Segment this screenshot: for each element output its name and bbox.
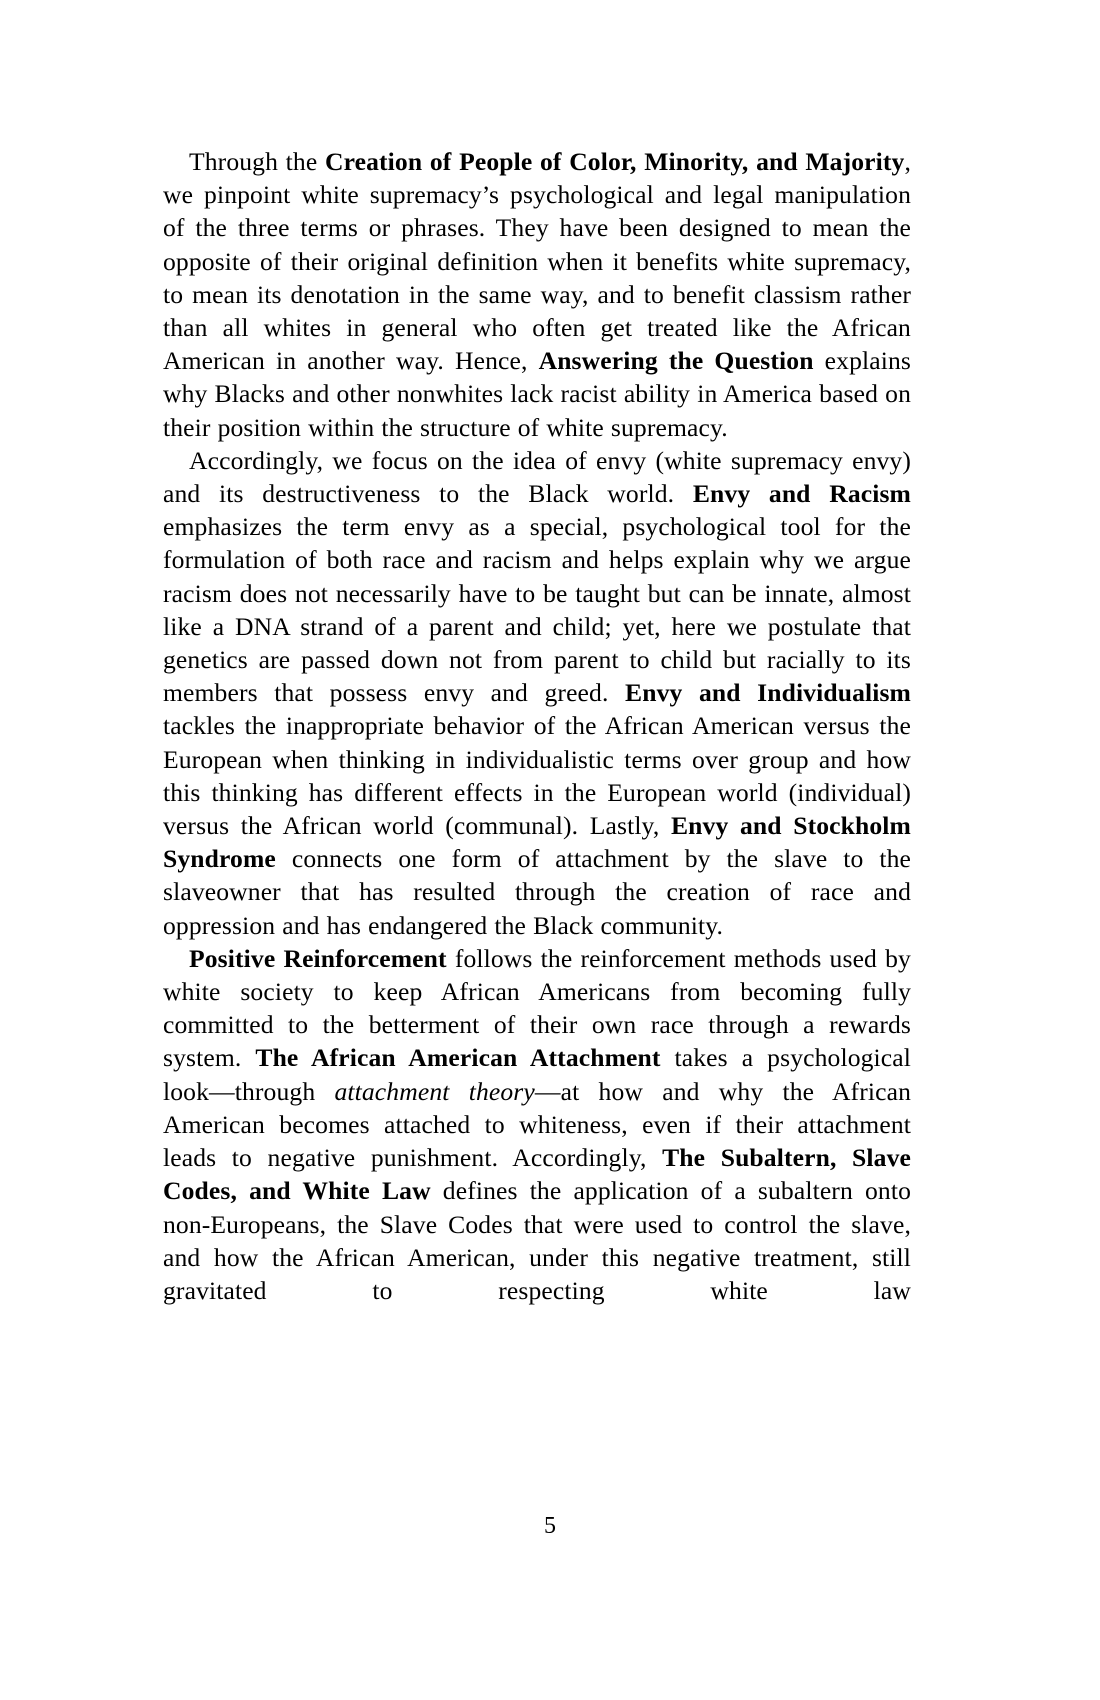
text-run: follows the reinforcement methods used by white society to keep African Americans from becoming fully committed to the betterment of their own race through a rewards system. <box>163 943 911 1073</box>
emphasis-bold: The African American Attachment <box>255 1043 661 1073</box>
emphasis-bold: Envy and Racism <box>692 479 912 509</box>
paragraph-3 <box>163 942 911 1307</box>
text-run: —at how and why the African American becomes attached to whiteness, even if their attachment leads to negative punishment. Accordingly, <box>163 1076 911 1173</box>
emphasis-bold: Answering the Question <box>538 346 814 376</box>
emphasis-bold: Creation of People of Color, Minority, and Majority <box>324 147 905 176</box>
text-run: takes a psychological look—through <box>163 1043 911 1106</box>
page-number: 5 <box>544 1513 556 1539</box>
body-text-block <box>163 145 911 1307</box>
emphasis-bold: The Subaltern, Slave Codes, and White Law <box>163 1143 911 1206</box>
text-run: Accordingly, we focus on the idea of envy (white supremacy envy) and its destructiveness to the Black world. <box>163 445 911 509</box>
emphasis-bold: Positive Reinforcement <box>189 943 447 973</box>
text-run: defines the application of a subaltern onto non-Europeans, the Slave Codes that were used to control the slave, and how the African American, under this negative treatment, still gravitated to respecting white law <box>163 1176 911 1305</box>
paragraph-1 <box>163 145 911 444</box>
text-run: Through the <box>189 147 325 176</box>
text-run: explains why Blacks and other nonwhites lack racist ability in America based on their position within the structure of white supremacy. <box>163 346 911 442</box>
text-run: connects one form of attachment by the slave to the slaveowner that has resulted through the creation of race and oppression and has endangered the Black community. <box>163 844 911 940</box>
emphasis-bold: Envy and Stockholm Syndrome <box>163 811 911 874</box>
text-run: emphasizes the term envy as a special, psychological tool for the formulation of both race and racism and helps explain why we argue racism does not necessarily have to be taught but can be innate, almost like a DNA strand of a parent and child; yet, here we postulate that genetics are passed down not from parent to child but racially to its members that possess envy and greed. <box>163 512 911 708</box>
paragraph-2 <box>163 444 911 942</box>
emphasis-italic: attachment theory <box>334 1076 535 1106</box>
emphasis-bold: Envy and Individualism <box>625 678 912 708</box>
text-run: , we pinpoint white supremacy’s psychological and legal manipulation of the three terms or phrases. They have been designed to mean the opposite of their original definition when it benefits white supremacy, to mean its denotation in the same way, and to benefit classism rather than all whites in general who often get treated like the African American in another way. Hence, <box>163 147 911 376</box>
text-run: tackles the inappropriate behavior of the African American versus the European when thinking in individualistic terms over group and how this thinking has different effects in the European world (individual) versus the African world (communal). Lastly, <box>163 711 911 841</box>
